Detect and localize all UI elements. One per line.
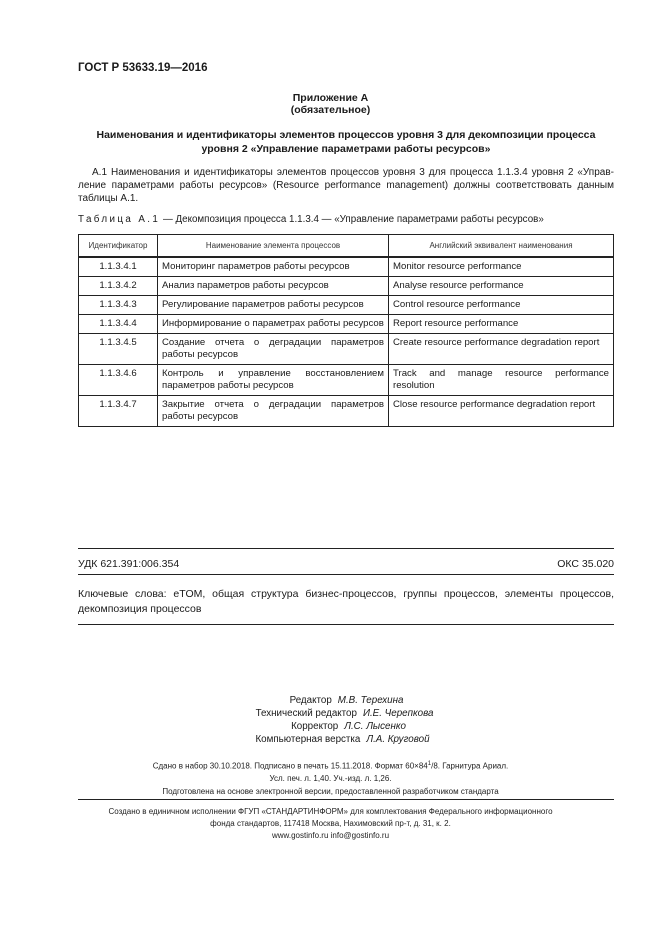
- cell-english: Report resource performance: [389, 315, 614, 334]
- cell-id: 1.1.3.4.2: [79, 277, 158, 296]
- table-row: [79, 257, 614, 277]
- credit-row: [0, 733, 661, 746]
- cell-english: Track and manage resource performance resolution: [389, 365, 614, 396]
- udk-code: УДК 621.391:006.354: [78, 558, 180, 570]
- editorial-credits: [0, 694, 661, 746]
- standard-code: ГОСТ Р 53633.19—2016: [78, 62, 208, 74]
- cell-id: 1.1.3.4.6: [79, 365, 158, 396]
- column-header-english: Английский эквивалент наименования: [389, 235, 614, 258]
- cell-english: Close resource performance degradation report: [389, 396, 614, 427]
- cell-name: Создание отчета о деградации параметров работы ресурсов: [158, 334, 389, 365]
- paragraph-line: ление параметрами работы ресурсов» (Resource performance management) должны соответствовать данным: [78, 179, 614, 191]
- intro-paragraph: [78, 167, 614, 205]
- table-caption: [78, 214, 544, 225]
- table-row: [79, 277, 614, 296]
- footer-line: Создано в единичном исполнении ФГУП «СТАНДАРТИНФОРМ» для комплектования Федерального информационного: [108, 807, 553, 816]
- keywords: [78, 587, 614, 617]
- divider-middle: [78, 574, 614, 575]
- cell-id: 1.1.3.4.3: [79, 296, 158, 315]
- divider-top: [78, 548, 614, 549]
- cell-name: Регулирование параметров работы ресурсов: [158, 296, 389, 315]
- divider-footer: [78, 799, 614, 800]
- cell-name: Информирование о параметрах работы ресурсов: [158, 315, 389, 334]
- imprint-line: Сдано в набор 30.10.2018. Подписано в печать 15.11.2018. Формат $60\times 84^1/8$. Гарнитура Ариал.: [152, 761, 509, 771]
- column-header-id: Идентификатор: [79, 235, 158, 258]
- credit-role: Компьютерная верстка: [255, 734, 361, 745]
- keywords-line: Ключевые слова: eTOM, общая структура бизнес-процессов, группы процессов, элементы процессов,: [78, 588, 614, 600]
- cell-id: 1.1.3.4.7: [79, 396, 158, 427]
- credit-role: Редактор: [289, 695, 332, 706]
- cell-english: Analyse resource performance: [389, 277, 614, 296]
- cell-id: 1.1.3.4.1: [79, 257, 158, 277]
- annex-status: (обязательное): [290, 104, 371, 116]
- credit-name: И.Е. Черепкова: [362, 708, 434, 719]
- cell-name: Контроль и управление восстановлением параметров работы ресурсов: [158, 365, 389, 396]
- cell-name: Анализ параметров работы ресурсов: [158, 277, 389, 296]
- table-caption-label: Таблица А.1: [78, 214, 161, 225]
- cell-english: Create resource performance degradation report: [389, 334, 614, 365]
- publisher-footer: [0, 806, 661, 842]
- section-title-line-1: Наименования и идентификаторы элементов процессов уровня 3 для декомпозиции процесса: [96, 129, 596, 141]
- table-header-row: [79, 235, 614, 258]
- section-title-line-2: уровня 2 «Управление параметрами работы ресурсов»: [201, 143, 491, 155]
- table-caption-text: — Декомпозиция процесса 1.1.3.4 — «Управление параметрами работы ресурсов»: [162, 214, 544, 225]
- keywords-line: декомпозиция процессов: [78, 603, 202, 615]
- column-header-name: Наименование элемента процессов: [158, 235, 389, 258]
- credit-name: Л.А. Круговой: [366, 734, 430, 745]
- cell-english: Monitor resource performance: [389, 257, 614, 277]
- footer-line: www.gostinfo.ru info@gostinfo.ru: [271, 831, 390, 840]
- cell-id: 1.1.3.4.4: [79, 315, 158, 334]
- oks-code: ОКС 35.020: [557, 558, 614, 570]
- table-row: [79, 296, 614, 315]
- table-row: [79, 315, 614, 334]
- cell-id: 1.1.3.4.5: [79, 334, 158, 365]
- credit-row: [0, 707, 661, 720]
- footer-line: фонда стандартов, 117418 Москва, Нахимовский пр-т, д. 31, к. 2.: [210, 819, 451, 828]
- table-row: [79, 365, 614, 396]
- cell-name: Мониторинг параметров работы ресурсов: [158, 257, 389, 277]
- cell-english: Control resource performance: [389, 296, 614, 315]
- credit-name: М.В. Терехина: [337, 695, 404, 706]
- table-row: [79, 396, 614, 427]
- credit-row: [0, 720, 661, 733]
- imprint-line: Подготовлена на основе электронной версии, предоставленной разработчиком стандарта: [162, 786, 499, 796]
- cell-name: Закрытие отчета о деградации параметров работы ресурсов: [158, 396, 389, 427]
- credit-row: [0, 694, 661, 707]
- decomposition-table: [78, 234, 614, 427]
- section-title: [78, 128, 614, 156]
- credit-role: Технический редактор: [255, 708, 357, 719]
- paragraph-line: А.1 Наименования и идентификаторы элементов процессов уровня 3 для процесса 1.1.3.4 уровня 2 «Управ-: [92, 167, 614, 178]
- print-imprint: [0, 758, 661, 798]
- annex-title: Приложение А: [292, 92, 369, 104]
- credit-name: Л.С. Лысенко: [344, 721, 406, 732]
- divider-bottom: [78, 624, 614, 625]
- paragraph-line: таблицы А.1.: [78, 192, 139, 204]
- imprint-line: Усл. печ. л. 1,40. Уч.-изд. л. 1,26.: [269, 774, 392, 784]
- table-row: [79, 334, 614, 365]
- credit-role: Корректор: [291, 721, 339, 732]
